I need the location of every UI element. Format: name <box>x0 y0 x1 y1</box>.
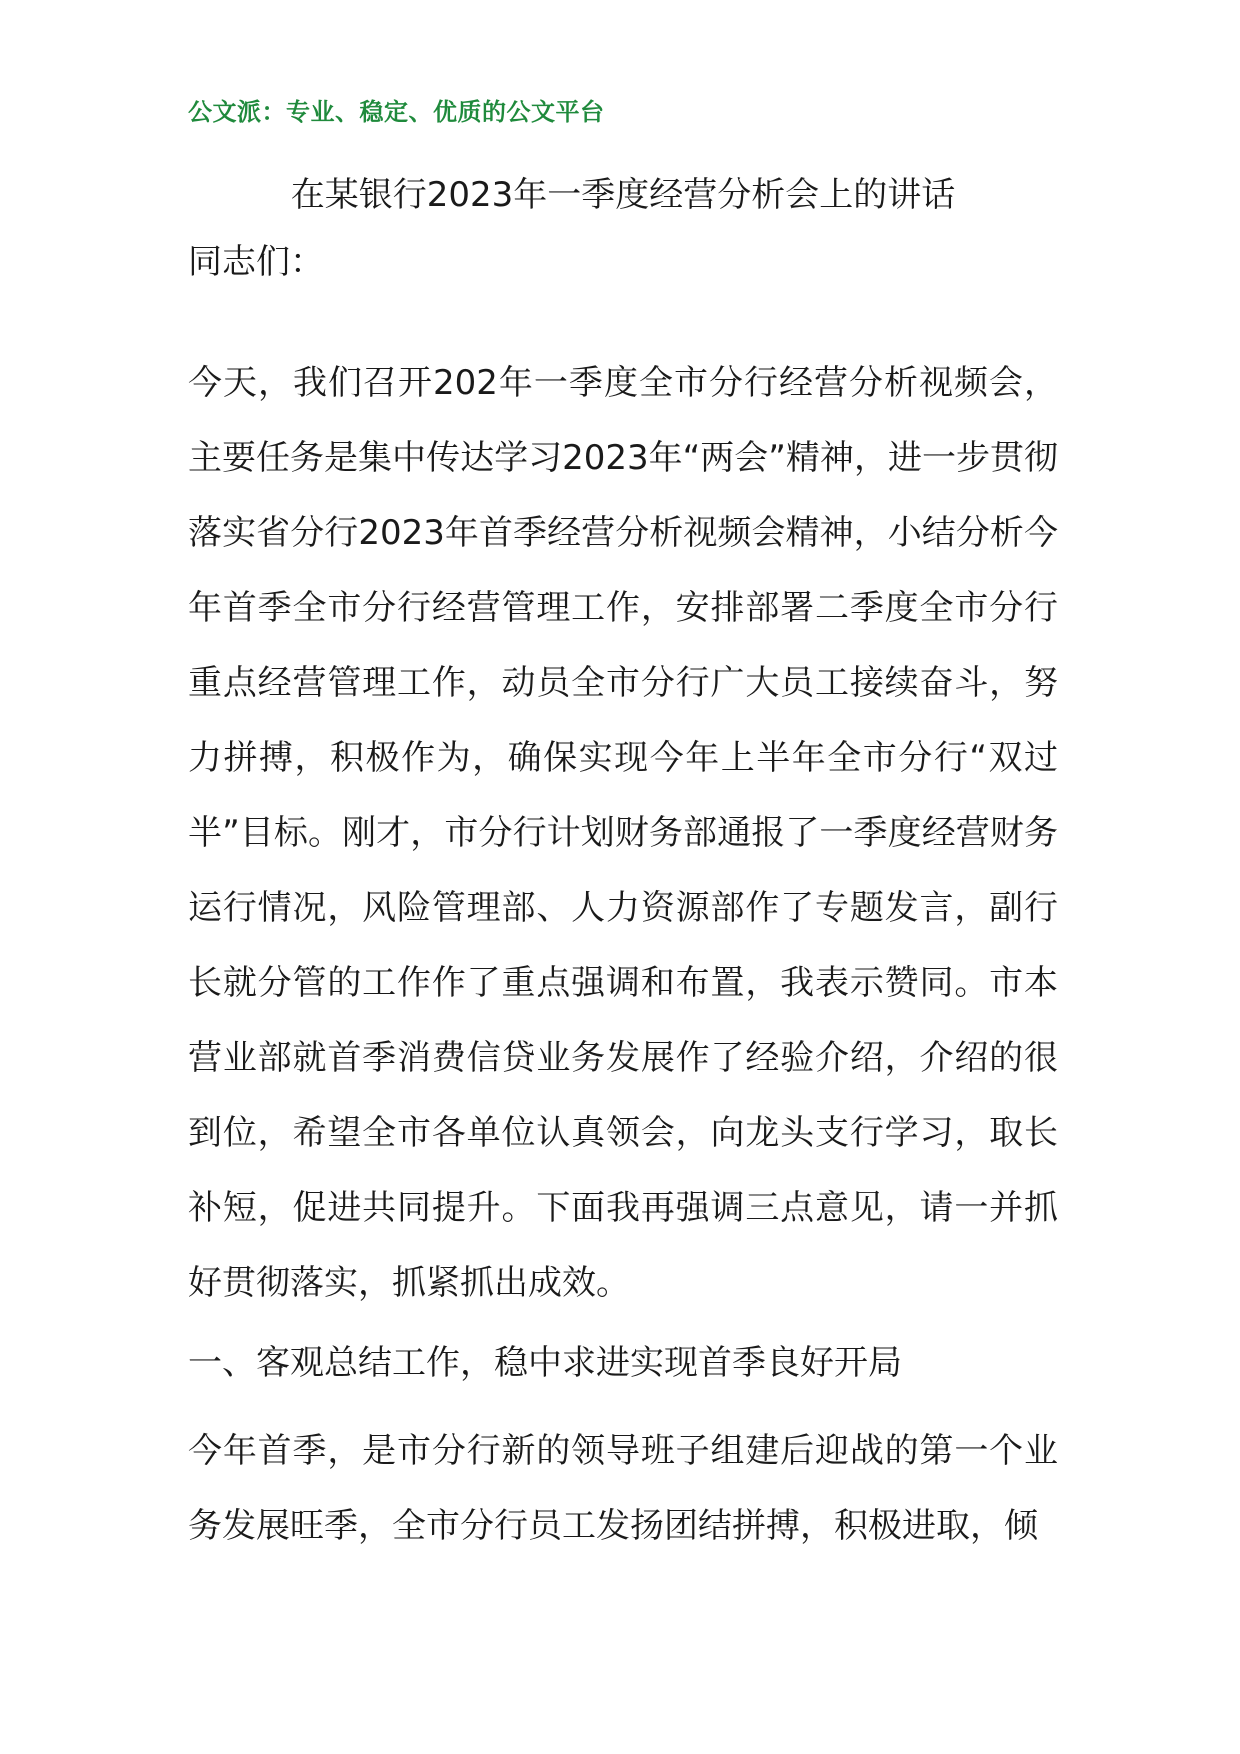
salutation: 同志们： <box>188 242 324 282</box>
header-tagline: 公文派：专业、稳定、优质的公文平台 <box>188 98 605 126</box>
section-heading-1: 一、客观总结工作，稳中求进实现首季良好开局 <box>188 1343 902 1383</box>
body-paragraph-2: 今年首季，是市分行新的领导班子组建后迎战的第一个业务发展旺季，全市分行员工发扬团结拼搏，积极进取，倾 <box>188 1431 1058 1546</box>
document-title: 在某银行2023年一季度经营分析会上的讲话 <box>290 175 956 215</box>
body-paragraph-1: 今天，我们召开202年一季度全市分行经营分析视频会，主要任务是集中传达学习2023年“两会”精神，进一步贯彻落实省分行2023年首季经营分析视频会精神，小结分析今年首季全市分行经营管理工作，安排部署二季度全市分行重点经营管理工作，动员全市分行广大员工接续奋斗，努力拼搏，积极作为，确保实现今年上半年全市分行“双过半”目标。刚才，市分行计划财务部通报了一季度经营财务运行情况，风险管理部、人力资源部作了专题发言，副行长就分管的工作作了重点强调和布置，我表示赞同。市本营业部就首季消费信贷业务发展作了经验介绍，介绍的很到位，希望全市各单位认真领会，向龙头支行学习，取长补短，促进共同提升。下面我再强调三点意见，请一并抓好贯彻落实，抓紧抓出成效。 <box>188 363 1058 1303</box>
